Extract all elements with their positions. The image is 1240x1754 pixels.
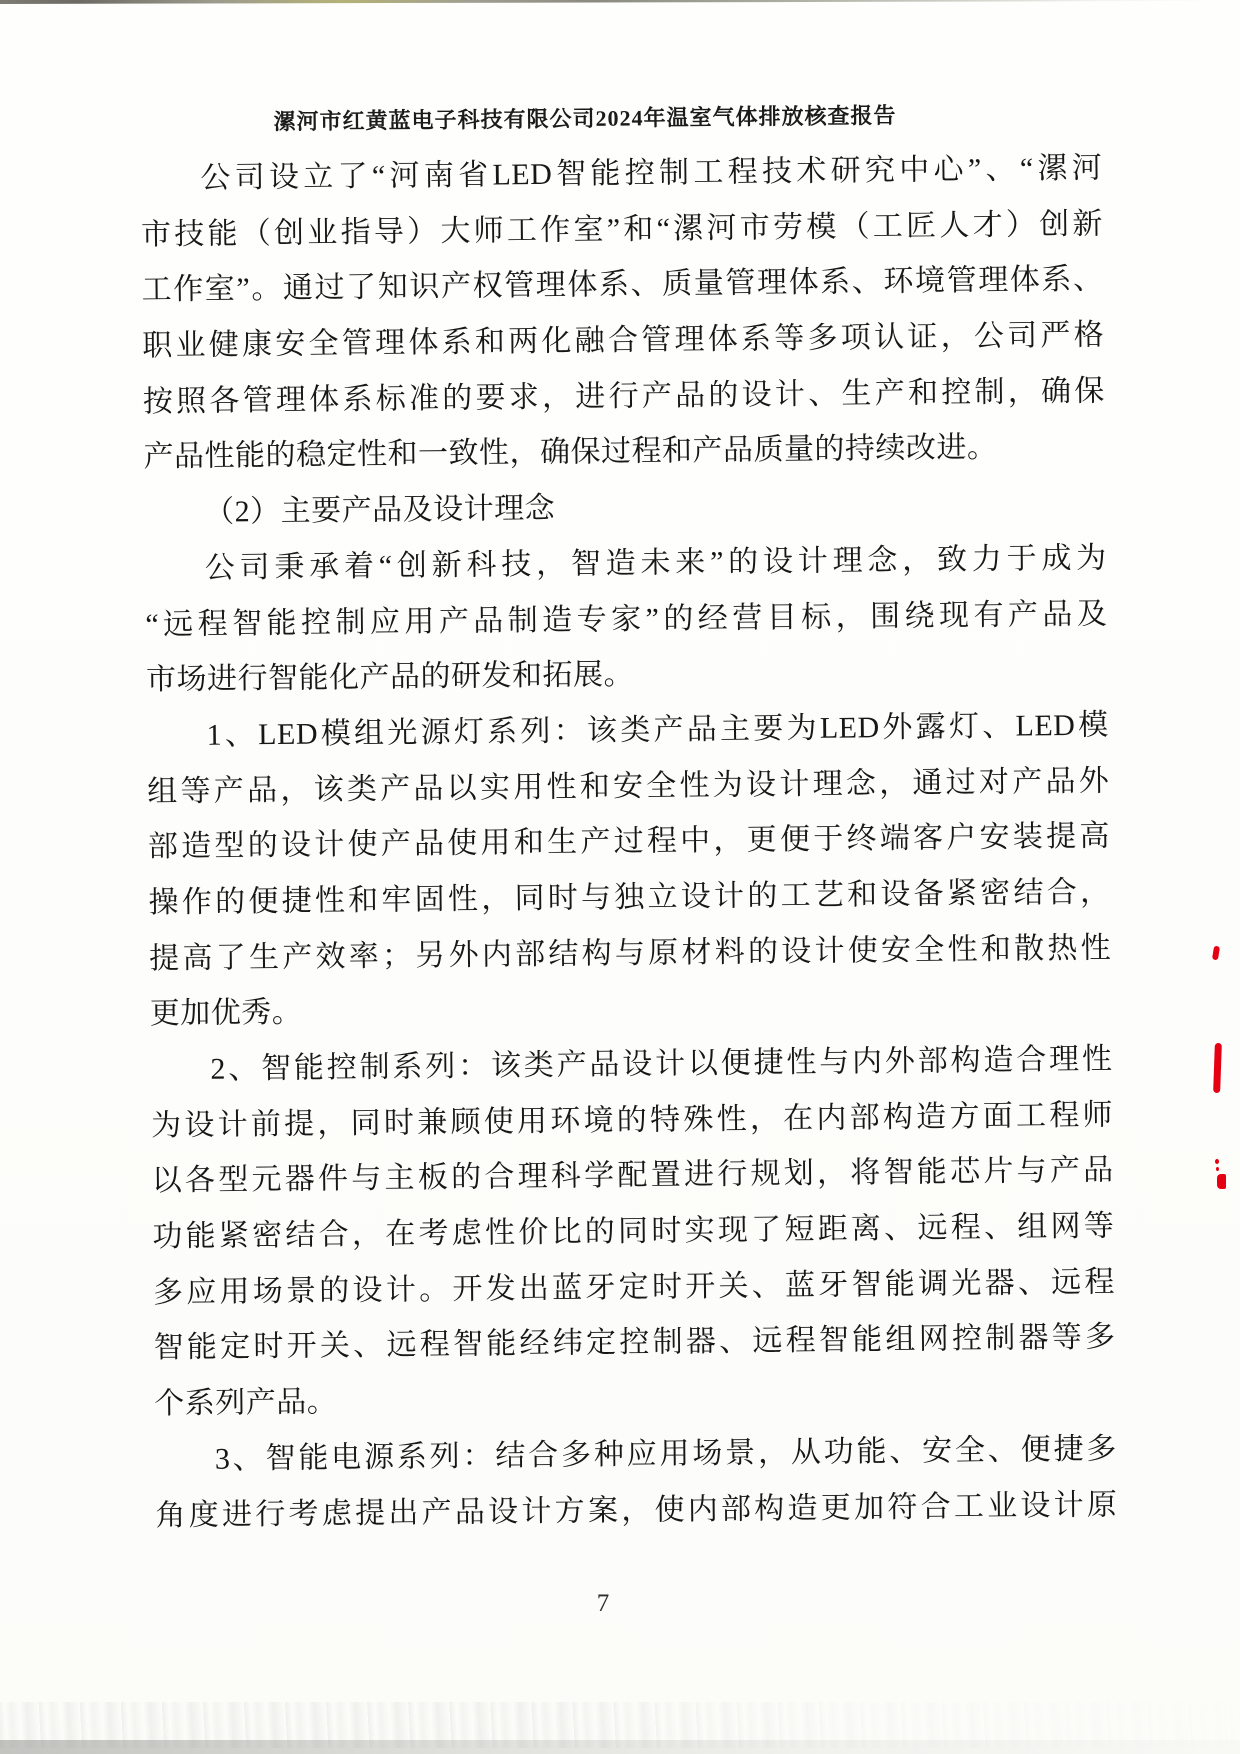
text-line: 2、智能控制系列：该类产品设计以便捷性与内外部构造合理性 [210, 1042, 1113, 1086]
text-line: 公司秉承着“创新科技，智造未来”的设计理念，致力于成为 [204, 541, 1107, 585]
text-line: 公司设立了“河南省LED智能控制工程技术研究中心”、“漯河 [200, 151, 1103, 195]
text-line: 个系列产品。 [154, 1385, 338, 1421]
text-line: 市场进行智能化产品的研发和拓展。 [145, 658, 635, 697]
scan-edge-top [0, 0, 1240, 4]
text-line: 组等产品，该类产品以实用性和安全性为设计理念，通过对产品外 [147, 764, 1110, 808]
red-pen-mark-dot [1216, 1167, 1219, 1171]
text-line: 角度进行考虑提出产品设计方案，使内部构造更加符合工业设计原 [155, 1487, 1118, 1532]
red-pen-mark-dot [1215, 1159, 1219, 1164]
text-line: 为设计前提，同时兼顾使用环境的特殊性，在内部构造方面工程师 [150, 1098, 1114, 1143]
text-line: “远程智能控制应用产品制造专家”的经营目标，围绕现有产品及 [145, 597, 1108, 641]
text-line: 按照各管理体系标准的要求，进行产品的设计、生产和控制，确保 [142, 374, 1105, 419]
text-line: 市技能（创业指导）大师工作室”和“漯河市劳模（工匠人才）创新 [140, 207, 1104, 252]
text-line: 功能紧密结合，在考虑性价比的同时实现了短距离、远程、组网等 [152, 1209, 1115, 1254]
page-number: 7 [596, 1590, 610, 1617]
text-line: 部造型的设计使产品使用和生产过程中，更便于终端客户安装提高 [147, 819, 1111, 864]
red-pen-mark-stroke [1213, 1043, 1222, 1093]
text-line: 职业健康安全管理体系和两化融合管理体系等多项认证，公司严格 [142, 318, 1105, 363]
text-line: 工作室”。通过了知识产权管理体系、质量管理体系、环境管理体系、 [141, 262, 1104, 307]
red-pen-mark-blob [1217, 1174, 1226, 1189]
text-line: 多应用场景的设计。开发出蓝牙定时开关、蓝牙智能调光器、远程 [152, 1265, 1116, 1310]
text-line: 提高了生产效率；另外内部结构与原材料的设计使安全性和散热性 [149, 931, 1112, 976]
document-body [140, 141, 1118, 1544]
text-line: 更加优秀。 [149, 995, 303, 1031]
text-line: 操作的便捷性和牢固性，同时与独立设计的工艺和设备紧密结合， [148, 875, 1111, 920]
text-line: 1、LED模组光源灯系列：该类产品主要为LED外露灯、LED模 [206, 708, 1109, 752]
text-line: （2）主要产品及设计理念 [203, 491, 556, 529]
report-title-header: 漯河市红黄蓝电子科技有限公司2024年温室气体排放核查报告 [273, 102, 897, 135]
text-line: 3、智能电源系列：结合多种应用场景，从功能、安全、便捷多 [214, 1432, 1117, 1476]
scan-edge-bottom [0, 1740, 1240, 1754]
text-line: 以各型元器件与主板的合理科学配置进行规划，将智能芯片与产品 [151, 1153, 1114, 1198]
text-line: 产品性能的稳定性和一致性，确保过程和产品质量的持续改进。 [143, 431, 998, 474]
red-pen-mark-dash [1212, 946, 1220, 961]
text-line: 智能定时开关、远程智能经纬定控制器、远程智能组网控制器等多 [153, 1320, 1116, 1365]
